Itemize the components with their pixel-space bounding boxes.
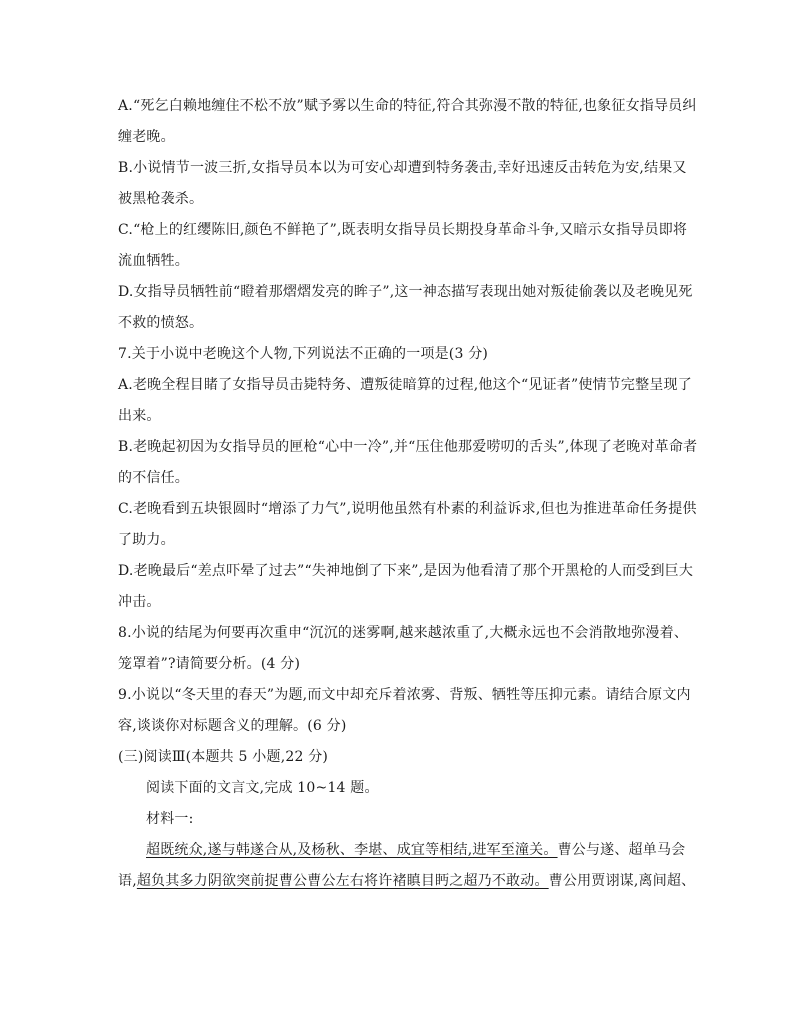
option-6d-line-1: D.女指导员牺牲前“瞪着那熠熠发亮的眸子”,这一神态描写表现出她对叛徒偷袭以及老晚见死 (118, 284, 693, 300)
question-7-stem: 7.关于小说中老晚这个人物,下列说法不正确的一项是(3 分) (118, 346, 489, 362)
question-9-line-2: 容,谈谈你对标题含义的理解。(6 分) (118, 718, 347, 734)
option-6a-line-1: A.“死乞白赖地缠住不松不放”赋予雾以生命的特征,符合其弥漫不散的特征,也象征女指导员纠 (118, 98, 697, 114)
passage-line-2-rest: 曹公用贾诩谋,离间超、 (548, 873, 696, 889)
option-6a-line-2: 缠老晚。 (118, 129, 175, 145)
option-7b-line-1: B.老晚起初因为女指导员的匣枪“心中一冷”,并“压住他那爱唠叨的舌头”,体现了老晚对革命者 (118, 439, 698, 455)
question-8-line-2: 笼罩着”?请简要分析。(4 分) (118, 656, 301, 672)
passage-line-2-start: 语, (118, 873, 137, 889)
section-3-heading: (三)阅读Ⅲ(本题共 5 小题,22 分) (118, 749, 329, 765)
option-6b-line-2: 被黑枪袭杀。 (118, 191, 204, 207)
passage-line-2 (118, 871, 695, 891)
material-1-label: 材料一: (146, 811, 194, 827)
option-7a-line-2: 出来。 (118, 408, 161, 424)
passage-underlined-sentence-2: 超负其多力阴欲突前捉曹公曹公左右将许褚瞋目眄之超乃不敢动。 (136, 873, 549, 889)
option-7a-line-1: A.老晚全程目睹了女指导员击毙特务、遭叛徒暗算的过程,他这个“见证者”使情节完整呈现了 (118, 377, 692, 393)
option-7c-line-2: 了助力。 (118, 532, 175, 548)
question-8-line-1: 8.小说的结尾为何要再次重申“沉沉的迷雾啊,越来越浓重了,大概永远也不会消散地弥漫着、 (118, 625, 689, 641)
question-9-line-1: 9.小说以“冬天里的春天”为题,而文中却充斥着浓雾、背叛、牺牲等压抑元素。请结合原文内 (118, 687, 691, 703)
passage-underlined-sentence-1: 超既统众,遂与韩遂合从,及杨秋、李堪、成宜等相结,进军至潼关。 (146, 842, 558, 858)
section-3-instruction: 阅读下面的文言文,完成 10~14 题。 (146, 780, 379, 796)
option-7b-line-2: 的不信任。 (118, 470, 189, 486)
option-6c-line-1: C.“枪上的红缨陈旧,颜色不鲜艳了”,既表明女指导员长期投身革命斗争,又暗示女指导员即将 (118, 222, 688, 238)
option-6c-line-2: 流血牺牲。 (118, 253, 189, 269)
option-6d-line-2: 不救的愤怒。 (118, 315, 204, 331)
option-6b-line-1: B.小说情节一波三折,女指导员本以为可安心却遭到特务袭击,幸好迅速反击转危为安,结果又 (118, 160, 687, 176)
option-7d-line-2: 冲击。 (118, 594, 161, 610)
option-7d-line-1: D.老晚最后“差点吓晕了过去”“失神地倒了下来”,是因为他看清了那个开黑枪的人而受到巨大 (118, 563, 694, 579)
option-7c-line-1: C.老晚看到五块银圆时“增添了力气”,说明他虽然有朴素的利益诉求,但也为推进革命任务提供 (118, 501, 697, 517)
passage-line-1 (146, 840, 685, 860)
passage-line-1-rest: 曹公与遂、超单马会 (557, 842, 686, 858)
